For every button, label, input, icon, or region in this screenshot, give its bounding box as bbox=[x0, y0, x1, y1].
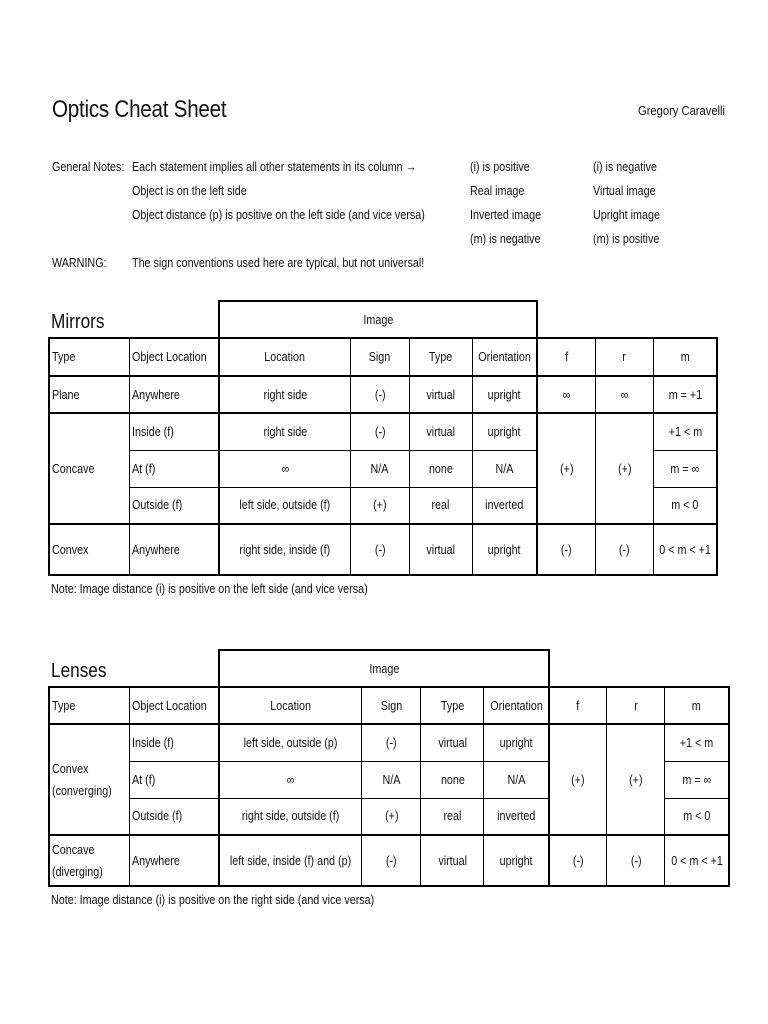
row-m: m = +1 bbox=[653, 376, 717, 413]
lenses-table bbox=[48, 649, 730, 887]
row-image-location: left side, inside (f) and (p) bbox=[219, 835, 362, 886]
row-sign: N/A bbox=[350, 450, 409, 487]
convention-negative-item: Upright image bbox=[593, 208, 660, 222]
row-image-type: virtual bbox=[409, 524, 472, 575]
row-f: (+) bbox=[537, 413, 595, 524]
row-m: m = ∞ bbox=[665, 761, 729, 798]
row-m: m < 0 bbox=[653, 487, 717, 524]
row-image-location: right side bbox=[219, 413, 350, 450]
row-sign: N/A bbox=[362, 761, 421, 798]
convention-positive-item: Inverted image bbox=[470, 208, 542, 222]
header-m: m bbox=[653, 338, 717, 376]
table-row bbox=[49, 835, 729, 886]
convention-negative-item: Virtual image bbox=[593, 184, 656, 198]
row-type: Convex bbox=[49, 524, 129, 575]
row-m: 0 < m < +1 bbox=[665, 835, 729, 886]
row-image-type: none bbox=[409, 450, 472, 487]
row-image-location: right side, inside (f) bbox=[219, 524, 350, 575]
header-r: r bbox=[607, 687, 665, 724]
row-r: ∞ bbox=[595, 376, 653, 413]
convention-positive-item: (m) is negative bbox=[470, 232, 541, 246]
row-sign: (-) bbox=[350, 376, 409, 413]
general-note-line: Each statement implies all other statements in its column → bbox=[132, 160, 417, 174]
warning-text: The sign conventions used here are typical, but not universal! bbox=[132, 256, 425, 270]
row-image-type: real bbox=[409, 487, 472, 524]
row-f: (-) bbox=[549, 835, 607, 886]
row-sign: (-) bbox=[350, 413, 409, 450]
row-image-location: left side, outside (f) bbox=[219, 487, 350, 524]
row-image-type: virtual bbox=[409, 413, 472, 450]
row-image-location: ∞ bbox=[219, 450, 350, 487]
author-name: Gregory Caravelli bbox=[638, 103, 725, 118]
row-object-location: Anywhere bbox=[129, 835, 219, 886]
header-type: Type bbox=[49, 338, 129, 376]
lenses-note: Note: Image distance (i) is positive on the right side (and vice versa) bbox=[51, 893, 375, 907]
row-object-location: Outside (f) bbox=[129, 487, 219, 524]
convention-positive-item: (i) is positive bbox=[470, 160, 530, 174]
row-orientation: upright bbox=[472, 524, 537, 575]
row-image-type: none bbox=[421, 761, 484, 798]
row-r: (-) bbox=[607, 835, 665, 886]
row-orientation: N/A bbox=[472, 450, 537, 487]
row-sign: (-) bbox=[362, 835, 421, 886]
row-orientation: inverted bbox=[484, 798, 549, 835]
header-f: f bbox=[537, 338, 595, 376]
header-m: m bbox=[665, 687, 729, 724]
row-object-location: Inside (f) bbox=[129, 724, 219, 761]
row-type: Convex (converging) bbox=[49, 724, 129, 835]
convention-positive-item: Real image bbox=[470, 184, 525, 198]
row-r: (-) bbox=[595, 524, 653, 575]
warning-label: WARNING: bbox=[52, 256, 107, 270]
lenses-title: Lenses bbox=[51, 660, 107, 682]
row-f: (+) bbox=[549, 724, 607, 835]
row-f: ∞ bbox=[537, 376, 595, 413]
row-image-location: left side, outside (p) bbox=[219, 724, 362, 761]
convention-negative-item: (i) is negative bbox=[593, 160, 657, 174]
row-orientation: N/A bbox=[484, 761, 549, 798]
header-orientation: Orientation bbox=[472, 338, 537, 376]
row-image-location: right side, outside (f) bbox=[219, 798, 362, 835]
row-orientation: upright bbox=[484, 724, 549, 761]
header-object-location: Object Location bbox=[129, 338, 219, 376]
mirrors-table bbox=[48, 300, 718, 576]
header-sign: Sign bbox=[362, 687, 421, 724]
row-object-location: At (f) bbox=[129, 761, 219, 798]
row-m: m < 0 bbox=[665, 798, 729, 835]
header-sign: Sign bbox=[350, 338, 409, 376]
row-object-location: Anywhere bbox=[129, 376, 219, 413]
row-orientation: upright bbox=[472, 376, 537, 413]
row-object-location: Anywhere bbox=[129, 524, 219, 575]
page-title: Optics Cheat Sheet bbox=[52, 96, 227, 123]
image-group-header: Image bbox=[219, 301, 537, 338]
row-object-location: Outside (f) bbox=[129, 798, 219, 835]
row-sign: (+) bbox=[350, 487, 409, 524]
mirrors-note: Note: Image distance (i) is positive on the left side (and vice versa) bbox=[51, 582, 368, 596]
row-image-location: ∞ bbox=[219, 761, 362, 798]
row-type: Concave (diverging) bbox=[49, 835, 129, 886]
row-image-type: virtual bbox=[421, 724, 484, 761]
row-sign: (-) bbox=[362, 724, 421, 761]
row-image-location: right side bbox=[219, 376, 350, 413]
header-image-type: Type bbox=[409, 338, 472, 376]
table-row bbox=[49, 724, 729, 761]
row-object-location: Inside (f) bbox=[129, 413, 219, 450]
row-r: (+) bbox=[595, 413, 653, 524]
table-row bbox=[49, 524, 717, 575]
row-image-type: virtual bbox=[409, 376, 472, 413]
row-object-location: At (f) bbox=[129, 450, 219, 487]
header-image-type: Type bbox=[421, 687, 484, 724]
row-m: m = ∞ bbox=[653, 450, 717, 487]
header-orientation: Orientation bbox=[484, 687, 549, 724]
general-note-line: Object is on the left side bbox=[132, 184, 247, 198]
row-m: +1 < m bbox=[665, 724, 729, 761]
header-type: Type bbox=[49, 687, 129, 724]
row-orientation: upright bbox=[472, 413, 537, 450]
header-image-location: Location bbox=[219, 687, 362, 724]
row-m: +1 < m bbox=[653, 413, 717, 450]
row-m: 0 < m < +1 bbox=[653, 524, 717, 575]
general-note-line: Object distance (p) is positive on the left side (and vice versa) bbox=[132, 208, 425, 222]
row-sign: (+) bbox=[362, 798, 421, 835]
row-sign: (-) bbox=[350, 524, 409, 575]
table-row bbox=[49, 413, 717, 450]
header-r: r bbox=[595, 338, 653, 376]
mirrors-title: Mirrors bbox=[51, 311, 105, 333]
image-group-header: Image bbox=[219, 650, 549, 687]
header-f: f bbox=[549, 687, 607, 724]
row-orientation: upright bbox=[484, 835, 549, 886]
row-image-type: real bbox=[421, 798, 484, 835]
general-notes-label: General Notes: bbox=[52, 160, 125, 174]
row-type: Plane bbox=[49, 376, 129, 413]
row-type: Concave bbox=[49, 413, 129, 524]
row-image-type: virtual bbox=[421, 835, 484, 886]
table-row bbox=[49, 376, 717, 413]
convention-negative-item: (m) is positive bbox=[593, 232, 660, 246]
row-r: (+) bbox=[607, 724, 665, 835]
row-orientation: inverted bbox=[472, 487, 537, 524]
header-object-location: Object Location bbox=[129, 687, 219, 724]
row-f: (-) bbox=[537, 524, 595, 575]
header-image-location: Location bbox=[219, 338, 350, 376]
